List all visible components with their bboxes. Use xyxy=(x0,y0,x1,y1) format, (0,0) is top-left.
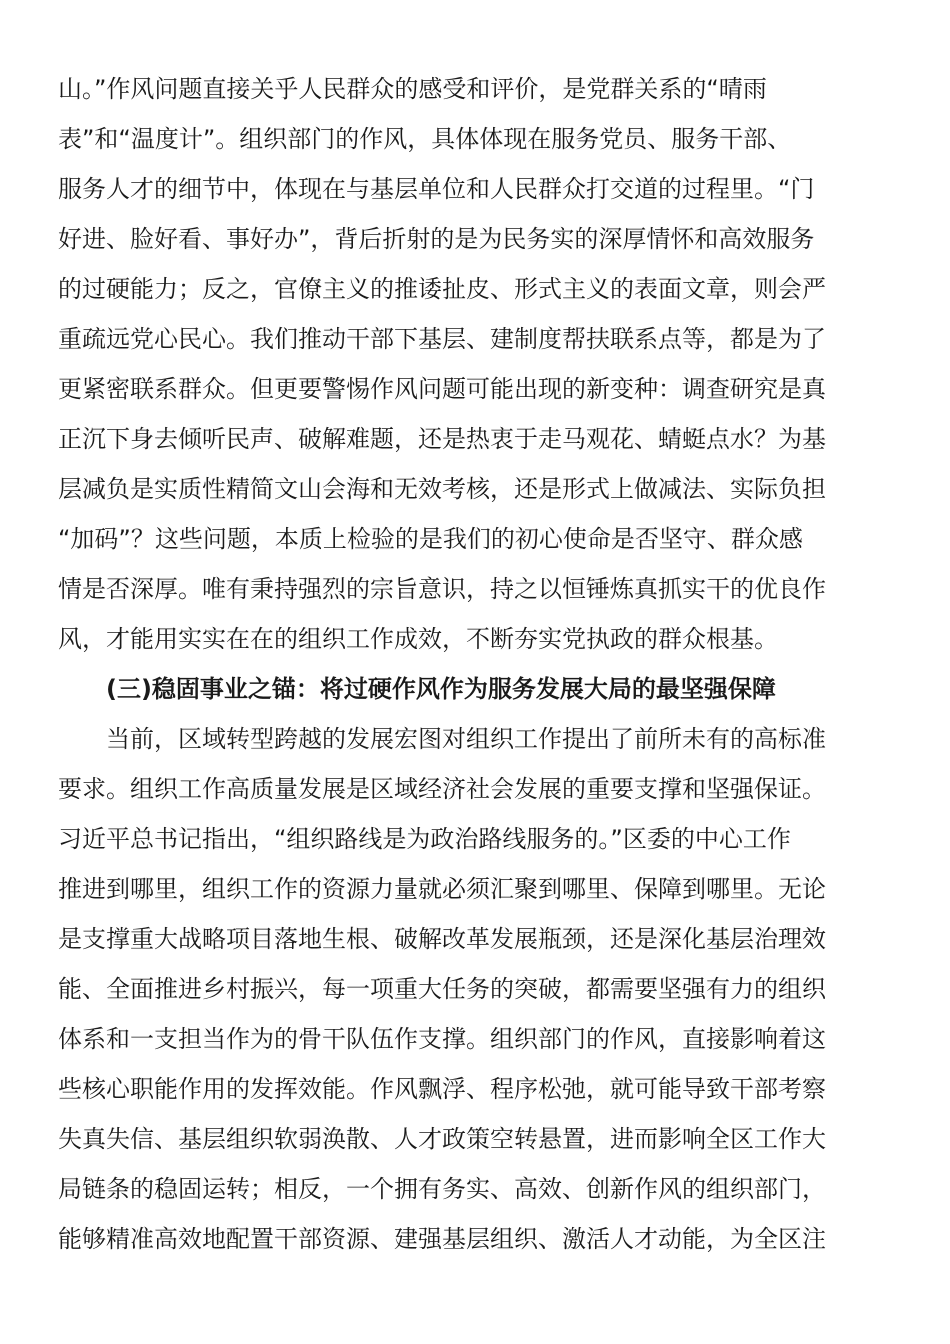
text-line: “加码”？这些问题，本质上检验的是我们的初心使命是否坚守、群众感 xyxy=(58,525,803,553)
text-line: 是支撑重大战略项目落地生根、破解改革发展瓶颈，还是深化基层治理效 xyxy=(58,925,826,953)
text-line: 服务人才的细节中，体现在与基层单位和人民群众打交道的过程里。“门 xyxy=(58,175,815,203)
text-line: 表”和“温度计”。组织部门的作风，具体体现在服务党员、服务干部、 xyxy=(58,125,792,153)
text-line: 好进、脸好看、事好办”，背后折射的是为民务实的深厚情怀和高效服务 xyxy=(58,225,815,253)
text-line: 习近平总书记指出，“组织路线是为政治路线服务的。”区委的中心工作 xyxy=(58,825,791,853)
paragraph xyxy=(58,714,888,1264)
text-line: 些核心职能作用的发挥效能。作风飘浮、程序松弛，就可能导致干部考察 xyxy=(58,1075,826,1103)
text-line: 失真失信、基层组织软弱涣散、人才政策空转悬置，进而影响全区工作大 xyxy=(58,1125,826,1153)
text-line: 的过硬能力；反之，官僚主义的推诿扯皮、形式主义的表面文章，则会严 xyxy=(58,275,826,303)
text-line: 层减负是实质性精简文山会海和无效考核，还是形式上做减法、实际负担 xyxy=(58,475,826,503)
text-line: 重疏远党心民心。我们推动干部下基层、建制度帮扶联系点等，都是为了 xyxy=(58,325,826,353)
text-line: 当前，区域转型跨越的发展宏图对组织工作提出了前所未有的高标准 xyxy=(106,725,826,753)
text-line: 山。”作风问题直接关乎人民群众的感受和评价，是党群关系的“晴雨 xyxy=(58,75,767,103)
text-line: 能、全面推进乡村振兴，每一项重大任务的突破，都需要坚强有力的组织 xyxy=(58,975,826,1003)
text-line: 情是否深厚。唯有秉持强烈的宗旨意识，持之以恒锤炼真抓实干的优良作 xyxy=(58,575,826,603)
section-heading-text: (三)稳固事业之锚：将过硬作风作为服务发展大局的最坚强保障 xyxy=(106,675,776,703)
text-line: 要求。组织工作高质量发展是区域经济社会发展的重要支撑和坚强保证。 xyxy=(58,775,826,803)
text-line: 体系和一支担当作为的骨干队伍作支撑。组织部门的作风，直接影响着这 xyxy=(58,1025,826,1053)
section-heading xyxy=(58,664,888,714)
text-line: 正沉下身去倾听民声、破解难题，还是热衷于走马观花、蜻蜓点水？为基 xyxy=(58,425,826,453)
text-line: 风，才能用实实在在的组织工作成效，不断夯实党执政的群众根基。 xyxy=(58,625,778,653)
text-line: 更紧密联系群众。但更要警惕作风问题可能出现的新变种：调查研究是真 xyxy=(58,375,826,403)
text-line: 推进到哪里，组织工作的资源力量就必须汇聚到哪里、保障到哪里。无论 xyxy=(58,875,826,903)
paragraph-continuation xyxy=(58,64,888,664)
text-line: 局链条的稳固运转；相反，一个拥有务实、高效、创新作风的组织部门， xyxy=(58,1175,826,1203)
text-line: 能够精准高效地配置干部资源、建强基层组织、激活人才动能，为全区注 xyxy=(58,1225,826,1253)
